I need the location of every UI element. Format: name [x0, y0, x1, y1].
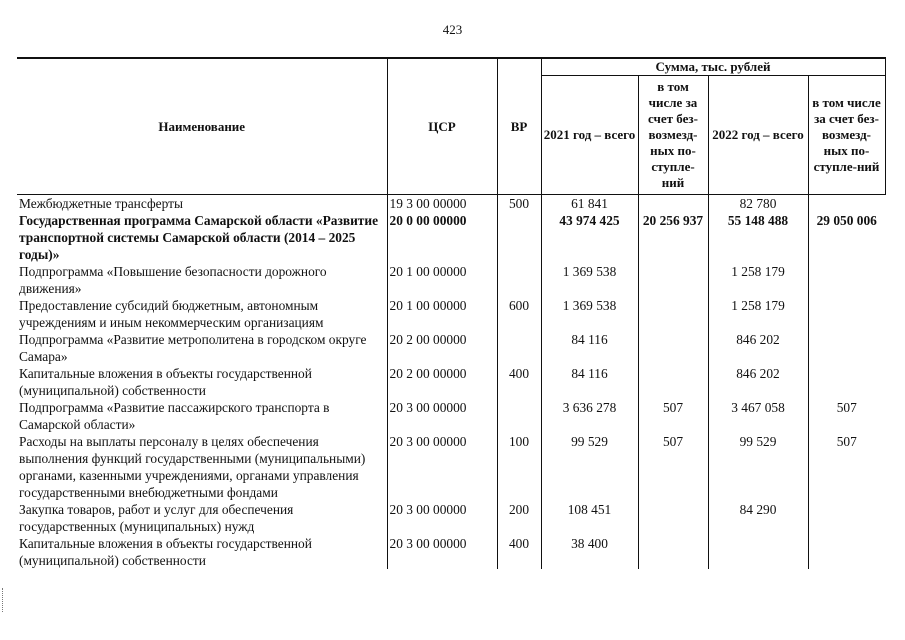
row-2021-total: 61 841	[541, 195, 638, 213]
table-row	[17, 535, 885, 569]
row-2021-total: 43 974 425	[541, 212, 638, 263]
row-2021-total: 84 116	[541, 365, 638, 399]
table-header	[17, 58, 885, 195]
row-name: Расходы на выплаты персоналу в целях обеспечения выполнения функций государственными (муниципальными) органами, казенными учреждениями, органами управления государственными внебюджетными фондами	[19, 434, 366, 500]
row-2022-free	[808, 297, 885, 331]
row-name: Подпрограмма «Развитие пассажирского транспорта в Самарской области»	[19, 400, 330, 432]
row-vr: 600	[497, 297, 541, 331]
header-2022-free: в том числе за счет без-возмезд-ных по-ступле-ний	[808, 76, 885, 195]
row-2022-total: 846 202	[708, 365, 808, 399]
row-2022-free: 507	[808, 399, 885, 433]
page-number: 423	[442, 22, 463, 37]
row-2022-free	[808, 501, 885, 535]
header-2022-total: 2022 год – всего	[708, 76, 808, 195]
row-2021-total: 3 636 278	[541, 399, 638, 433]
row-2022-free	[808, 535, 885, 569]
row-vr: 500	[497, 195, 541, 213]
row-2021-free	[638, 331, 708, 365]
row-2021-free	[638, 297, 708, 331]
row-vr: 100	[497, 433, 541, 501]
row-name: Капитальные вложения в объекты государственной (муниципальной) собственности	[19, 536, 312, 568]
table-row	[17, 263, 885, 297]
table-body	[17, 195, 885, 570]
header-name: Наименование	[17, 58, 387, 195]
row-vr: 400	[497, 535, 541, 569]
header-vr: ВР	[497, 58, 541, 195]
row-2021-free: 20 256 937	[638, 212, 708, 263]
budget-table	[17, 57, 886, 569]
row-csr: 20 2 00 00000	[387, 331, 497, 365]
row-csr: 20 1 00 00000	[387, 263, 497, 297]
row-2022-total: 3 467 058	[708, 399, 808, 433]
row-csr: 20 1 00 00000	[387, 297, 497, 331]
header-2021-free: в том числе за счет без-возмезд-ных по-ступле-ний	[638, 76, 708, 195]
row-2021-free	[638, 535, 708, 569]
row-2021-free	[638, 501, 708, 535]
table-row	[17, 212, 885, 263]
row-name: Закупка товаров, работ и услуг для обеспечения государственных (муниципальных) нужд	[19, 502, 294, 534]
table-row	[17, 331, 885, 365]
table-row	[17, 365, 885, 399]
row-2021-free	[638, 365, 708, 399]
row-csr: 19 3 00 00000	[387, 195, 497, 213]
row-name: Государственная программа Самарской области «Развитие транспортной системы Самарской области (2014 – 2025 годы)»	[19, 213, 379, 262]
row-csr: 20 3 00 00000	[387, 399, 497, 433]
row-2022-total	[708, 535, 808, 569]
row-name: Предоставление субсидий бюджетным, автономным учреждениям и иным некоммерческим организациям	[19, 298, 324, 330]
row-2022-total: 55 148 488	[708, 212, 808, 263]
row-2022-total: 846 202	[708, 331, 808, 365]
table-row	[17, 399, 885, 433]
header-csr: ЦСР	[387, 58, 497, 195]
row-vr	[497, 212, 541, 263]
row-2022-total: 1 258 179	[708, 297, 808, 331]
header-sum-group: Сумма, тыс. рублей	[541, 58, 885, 76]
row-vr: 400	[497, 365, 541, 399]
row-name: Межбюджетные трансферты	[17, 195, 387, 213]
table-row	[17, 433, 885, 501]
row-vr	[497, 263, 541, 297]
row-2021-free	[638, 263, 708, 297]
row-vr	[497, 399, 541, 433]
row-2021-free: 507	[638, 433, 708, 501]
row-2021-total: 99 529	[541, 433, 638, 501]
row-2022-total: 84 290	[708, 501, 808, 535]
row-2022-free	[808, 195, 885, 213]
row-csr: 20 3 00 00000	[387, 535, 497, 569]
row-2022-free	[808, 365, 885, 399]
row-2021-free: 507	[638, 399, 708, 433]
table-row	[17, 501, 885, 535]
row-csr: 20 0 00 00000	[387, 212, 497, 263]
table-row	[17, 297, 885, 331]
row-2022-free	[808, 263, 885, 297]
row-2022-total: 82 780	[708, 195, 808, 213]
row-2022-free: 507	[808, 433, 885, 501]
row-2021-total: 1 369 538	[541, 297, 638, 331]
row-2022-total: 99 529	[708, 433, 808, 501]
row-vr	[497, 331, 541, 365]
scan-artifact	[2, 588, 7, 612]
row-2021-free	[638, 195, 708, 213]
row-2021-total: 38 400	[541, 535, 638, 569]
row-vr: 200	[497, 501, 541, 535]
row-2021-total: 108 451	[541, 501, 638, 535]
row-2021-total: 1 369 538	[541, 263, 638, 297]
row-name: Подпрограмма «Повышение безопасности дорожного движения»	[19, 264, 327, 296]
row-csr: 20 3 00 00000	[387, 501, 497, 535]
header-2021-total: 2021 год – всего	[541, 76, 638, 195]
row-2022-total: 1 258 179	[708, 263, 808, 297]
row-name: Капитальные вложения в объекты государственной (муниципальной) собственности	[19, 366, 312, 398]
row-2022-free	[808, 331, 885, 365]
row-name: Подпрограмма «Развитие метрополитена в городском округе Самара»	[19, 332, 367, 364]
row-2022-free: 29 050 006	[808, 212, 885, 263]
row-csr: 20 3 00 00000	[387, 433, 497, 501]
row-2021-total: 84 116	[541, 331, 638, 365]
table-row	[17, 195, 885, 213]
row-csr: 20 2 00 00000	[387, 365, 497, 399]
